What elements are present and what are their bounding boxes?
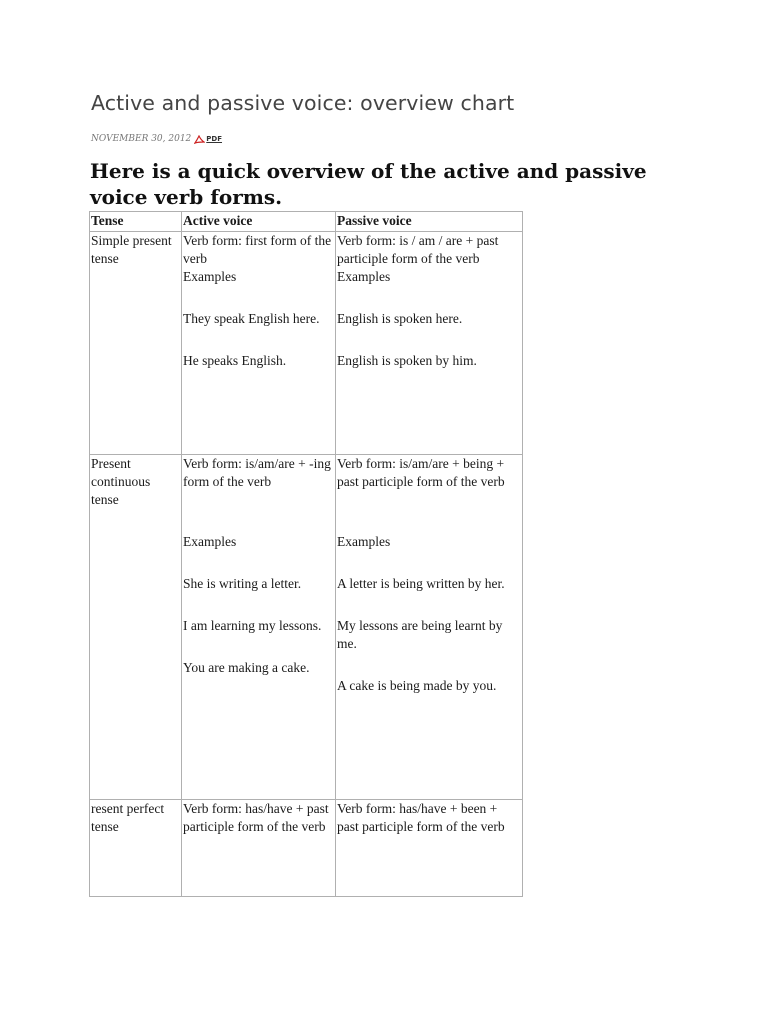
- table-row: [90, 455, 523, 800]
- header-active-voice: Active voice: [182, 212, 336, 232]
- pdf-label: PDF: [206, 135, 223, 143]
- table-row: [90, 232, 523, 455]
- example-sentence: A cake is being made by you.: [337, 678, 497, 693]
- table-row: [90, 800, 523, 897]
- passive-cell: [336, 455, 523, 800]
- example-sentence: I am learning my lessons.: [183, 618, 322, 633]
- examples-label: Examples: [337, 269, 391, 284]
- header-tense: Tense: [90, 212, 182, 232]
- example-sentence: My lessons are being learnt by me.: [337, 618, 503, 651]
- examples-label: Examples: [183, 534, 237, 549]
- active-cell: [182, 800, 336, 897]
- example-sentence: A letter is being written by her.: [337, 576, 505, 591]
- example-sentence: You are making a cake.: [183, 660, 310, 675]
- acrobat-pdf-icon: [194, 135, 205, 144]
- verb-form: Verb form: is/am/are + being + past participle form of the verb: [337, 456, 505, 489]
- post-date: NOVEMBER 30, 2012: [91, 134, 192, 144]
- active-cell: [182, 455, 336, 800]
- page-title: Active and passive voice: overview chart: [91, 91, 515, 115]
- tense-cell: Simple present tense: [90, 232, 182, 455]
- example-sentence: They speak English here.: [183, 311, 320, 326]
- verb-form: Verb form: has/have + past participle form of the verb: [183, 801, 329, 834]
- table-header-row: [90, 212, 523, 232]
- active-cell: [182, 232, 336, 455]
- voice-overview-table: [89, 211, 523, 897]
- example-sentence: He speaks English.: [183, 353, 287, 368]
- verb-form: Verb form: first form of the verb: [183, 233, 332, 266]
- passive-cell: [336, 232, 523, 455]
- example-sentence: English is spoken by him.: [337, 353, 477, 368]
- pdf-download-link[interactable]: [194, 135, 222, 144]
- examples-label: Examples: [183, 269, 237, 284]
- post-meta: [91, 134, 222, 144]
- verb-form: Verb form: is / am / are + past participle form of the verb: [337, 233, 499, 266]
- tense-cell: resent perfect tense: [90, 800, 182, 897]
- tense-cell: Present continuous tense: [90, 455, 182, 800]
- example-sentence: English is spoken here.: [337, 311, 463, 326]
- examples-label: Examples: [337, 534, 391, 549]
- verb-form: Verb form: has/have + been + past participle form of the verb: [337, 801, 505, 834]
- header-passive-voice: Passive voice: [336, 212, 523, 232]
- passive-cell: [336, 800, 523, 897]
- intro-heading: Here is a quick overview of the active and passive voice verb forms.: [90, 159, 647, 209]
- verb-form: Verb form: is/am/are + -ing form of the verb: [183, 456, 331, 489]
- example-sentence: She is writing a letter.: [183, 576, 302, 591]
